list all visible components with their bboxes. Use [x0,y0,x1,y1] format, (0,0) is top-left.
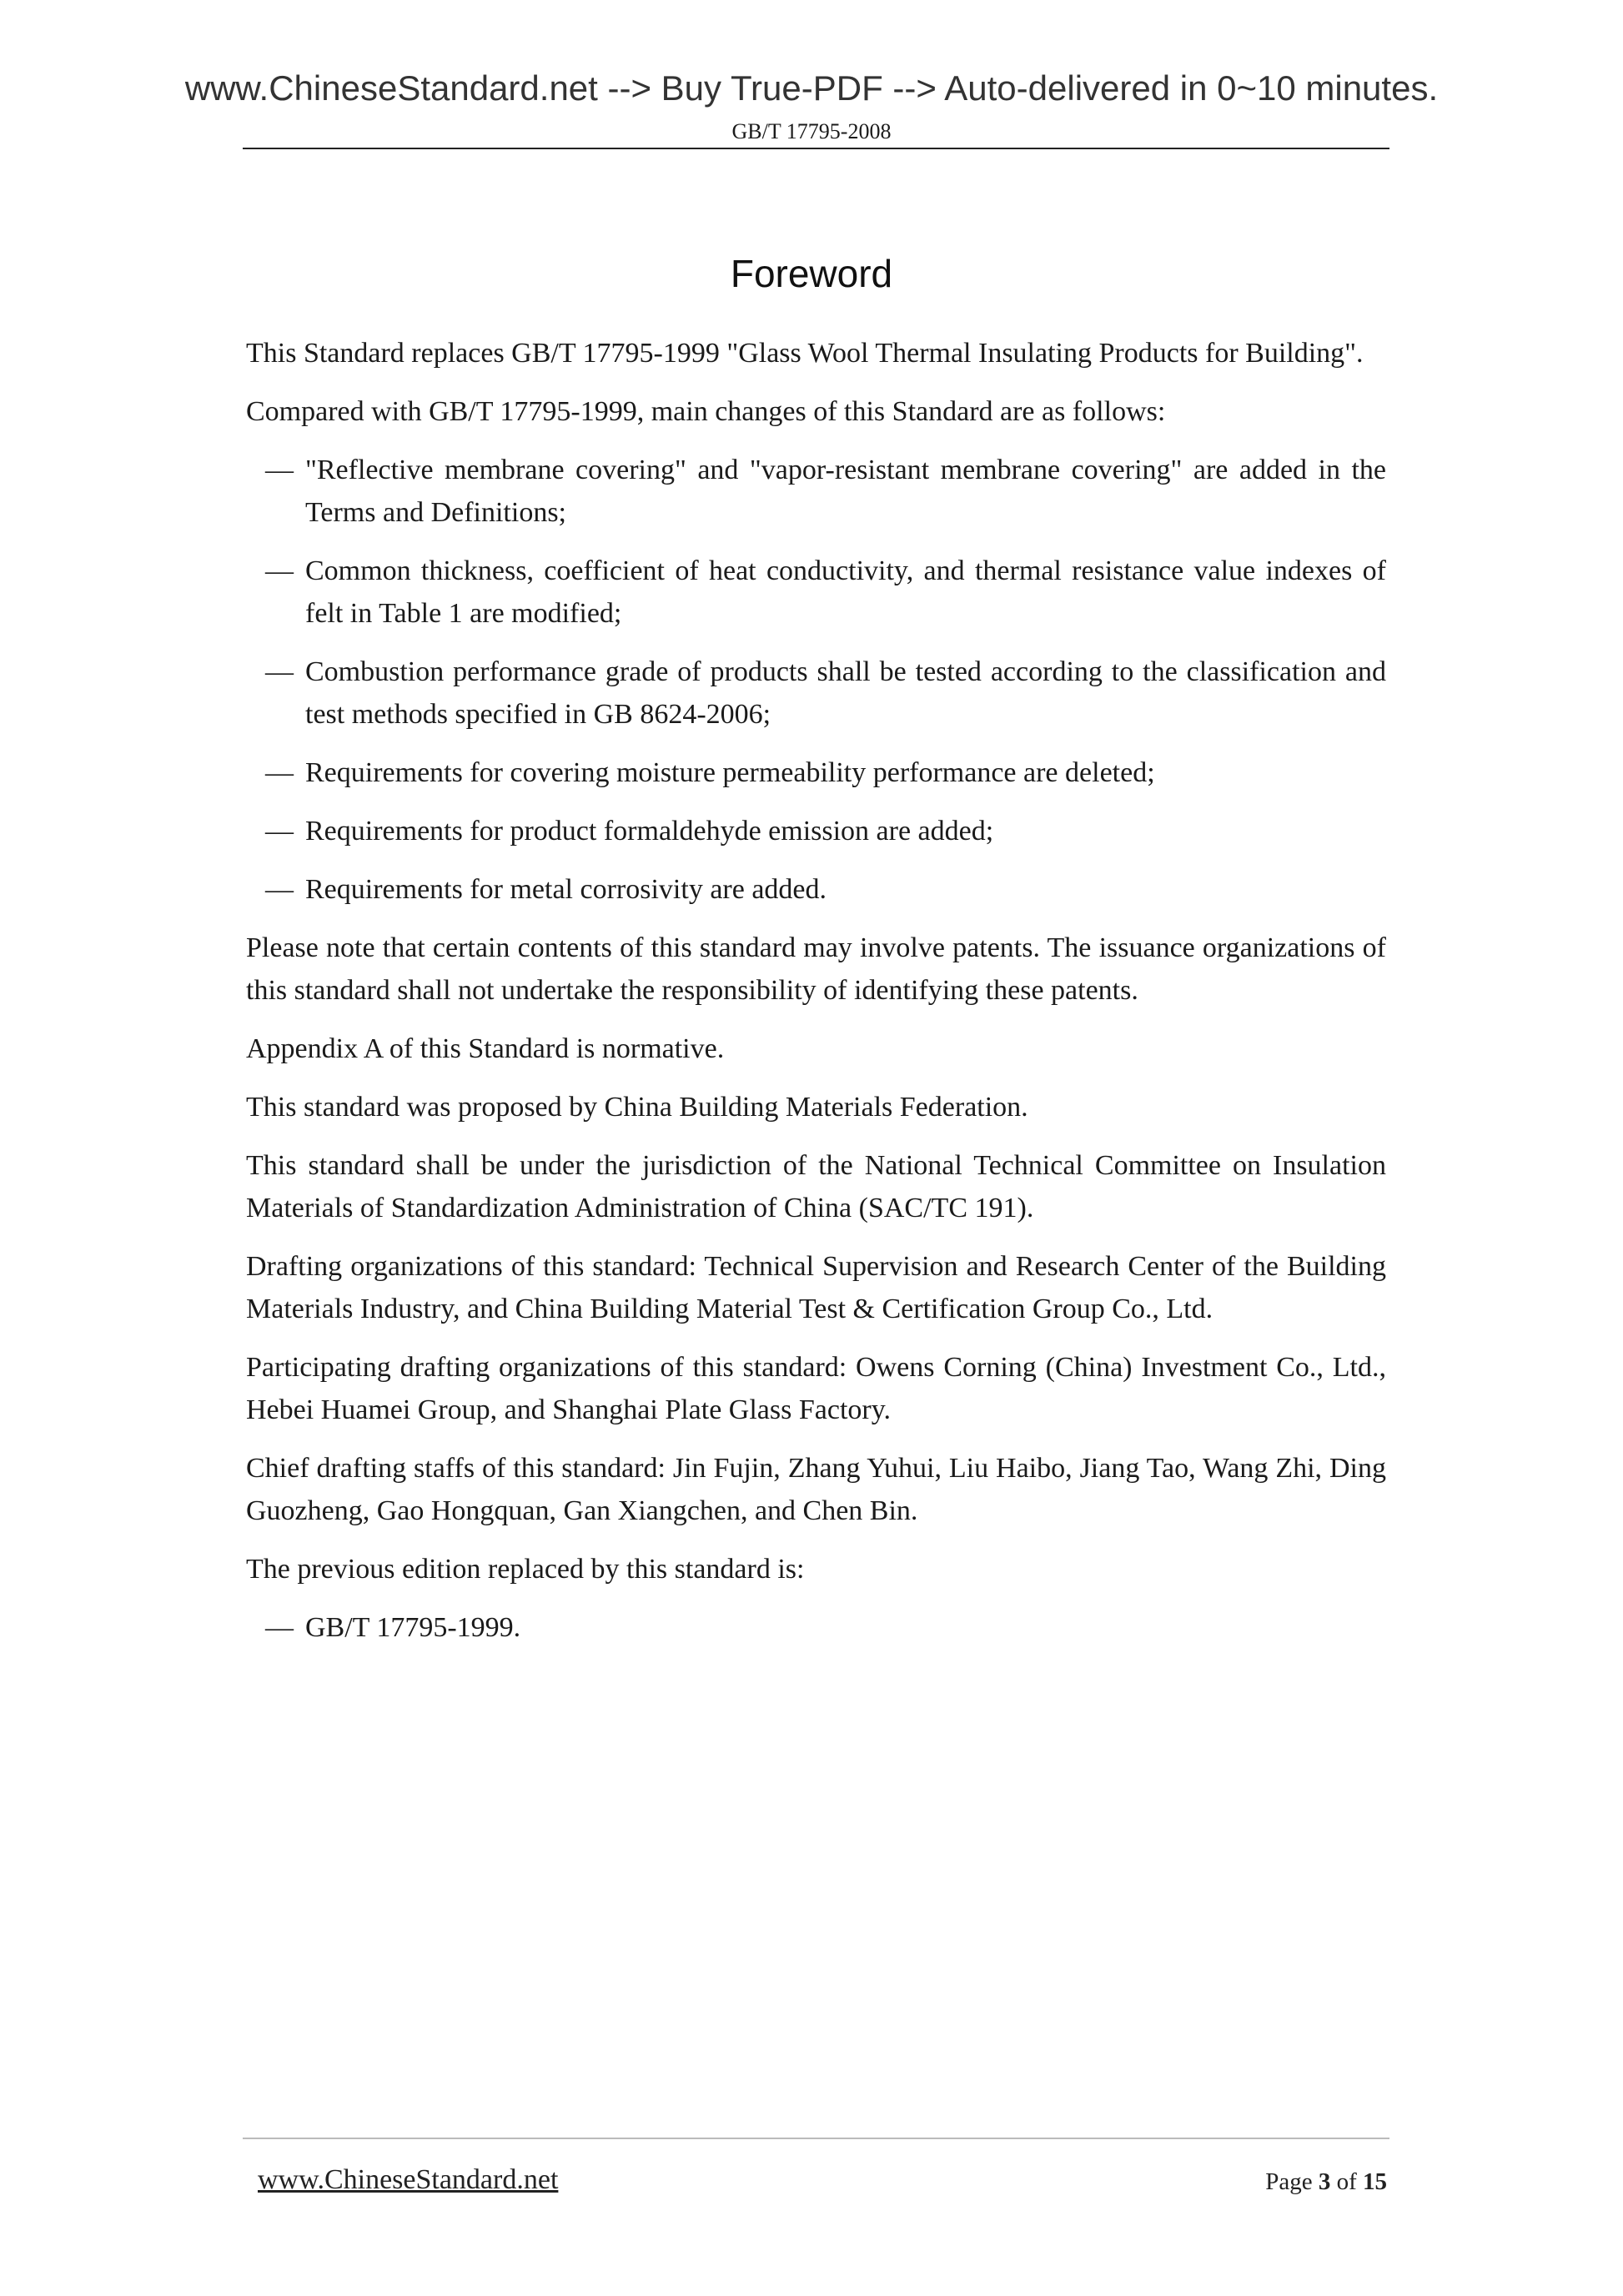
paragraph-proposed-by: This standard was proposed by China Building Materials Federation. [246,1092,1028,1123]
site-banner: www.ChineseStandard.net --> Buy True-PDF --> Auto-delivered in 0~10 minutes. [184,68,1439,108]
page-of: of [1336,2168,1357,2195]
paragraph-replaces: This Standard replaces GB/T 17795-1999 "Glass Wool Thermal Insulating Products for Building". [246,338,1364,369]
list-item-text: Requirements for metal corrosivity are added. [305,874,827,905]
paragraph-changes-intro: Compared with GB/T 17795-1999, main changes of this Standard are as follows: [246,396,1166,427]
dash-marker: — [265,656,294,687]
page-word: Page [1265,2168,1313,2195]
page-total: 15 [1363,2168,1387,2195]
list-item-text: "Reflective membrane covering" and "vapor-resistant membrane covering" are added in the Terms and Definitions; [305,455,1386,528]
list-item [265,1606,1386,1649]
list-item [265,751,1386,794]
dash-marker: — [265,757,294,788]
paragraph-patents: Please note that certain contents of this standard may involve patents. The issuance organizations of this standard shall not undertake the responsibility of identifying these patents. [246,932,1386,1006]
list-item-text: Combustion performance grade of products shall be tested according to the classification and test methods specified in GB 8624-2006; [305,656,1386,730]
paragraph-participating-orgs: Participating drafting organizations of this standard: Owens Corning (China) Investment Co., Ltd., Hebei Huamei Group, and Shanghai Plate Glass Factory. [246,1352,1386,1425]
list-item-text: GB/T 17795-1999. [305,1612,521,1643]
list-item-text: Requirements for covering moisture permeability performance are deleted; [305,757,1155,788]
dash-marker: — [265,874,294,905]
header-divider [243,148,1389,149]
page-number [1265,2167,1387,2197]
footer-site-link[interactable]: www.ChineseStandard.net [258,2164,559,2195]
list-item [265,550,1386,635]
page-current: 3 [1318,2168,1331,2195]
standard-code: GB/T 17795-2008 [731,119,892,143]
paragraph-previous-edition: The previous edition replaced by this standard is: [246,1554,805,1585]
paragraph-appendix: Appendix A of this Standard is normative. [246,1033,725,1064]
list-item [265,449,1386,534]
list-item [265,651,1386,736]
document-body [246,332,1386,1665]
list-item-text: Requirements for product formaldehyde emission are added; [305,816,994,847]
dash-marker: — [265,455,294,485]
paragraph-chief-staff: Chief drafting staffs of this standard: Jin Fujin, Zhang Yuhui, Liu Haibo, Jiang Tao, Wang Zhi, Ding Guozheng, Gao Hongquan, Gan Xiangchen, and Chen Bin. [246,1453,1386,1526]
footer-divider [243,2138,1389,2139]
list-item-text: Common thickness, coefficient of heat conductivity, and thermal resistance value indexes of felt in Table 1 are modified; [305,555,1386,629]
dash-marker: — [265,1612,294,1643]
paragraph-jurisdiction: This standard shall be under the jurisdiction of the National Technical Committee on Insulation Materials of Standardization Administration of China (SAC/TC 191). [246,1150,1386,1223]
paragraph-drafting-orgs: Drafting organizations of this standard: Technical Supervision and Research Center of the Building Materials Industry, and China Building Material Test & Certification Group Co., Ltd. [246,1251,1386,1324]
list-item [265,810,1386,852]
dash-marker: — [265,816,294,847]
dash-marker: — [265,555,294,586]
list-item [265,868,1386,911]
page-title: Foreword [730,252,893,295]
